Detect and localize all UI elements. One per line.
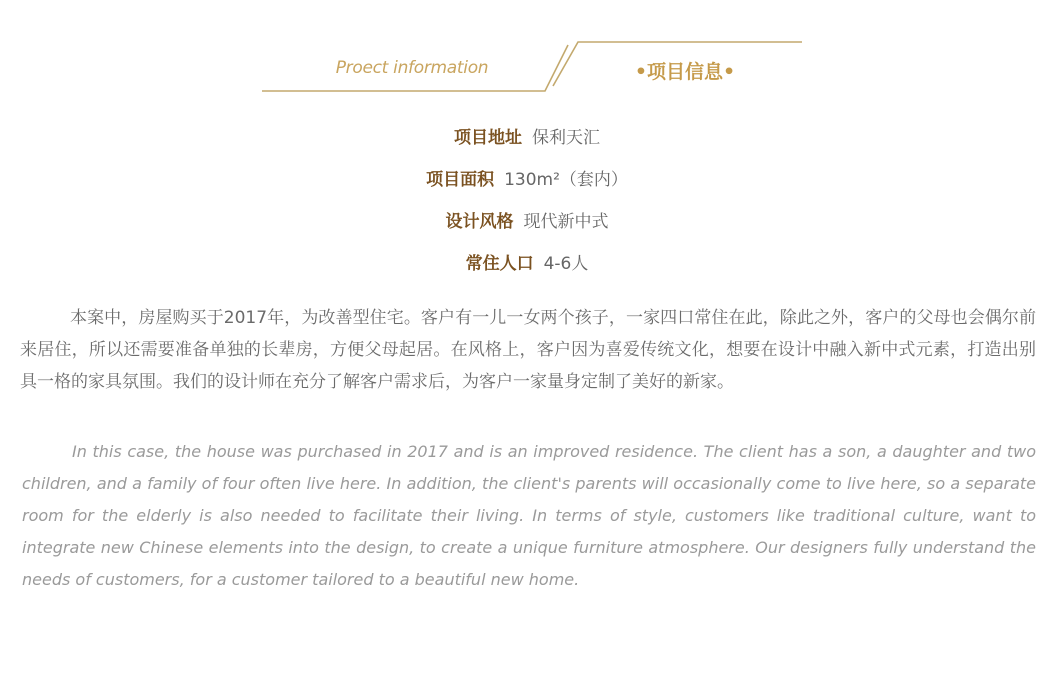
info-value: 现代新中式 xyxy=(523,212,609,232)
info-row-area xyxy=(0,166,1054,208)
project-info-list xyxy=(0,124,1054,292)
info-label: 项目地址 xyxy=(454,128,522,148)
info-row-address xyxy=(0,124,1054,166)
info-label: 设计风格 xyxy=(445,212,514,232)
info-value: 4-6人 xyxy=(543,254,589,274)
description-en: In this case, the house was purchased in 2017 and is an improved residence. The client has a son, a daughter and two children, and a family of four often live here. In addition, the client's parents will occasionally come to live here, so a separate room for the elderly is also needed to facilitate their living. In terms of style, customers like traditional culture, want to integrate new Chinese elements into the design, to create a unique furniture atmosphere. Our designers fully understand the needs of customers, for a customer tailored to a beautiful new home. xyxy=(22,442,1036,589)
info-row-style xyxy=(0,208,1054,250)
info-row-residents xyxy=(0,250,1054,292)
info-value: 保利天汇 xyxy=(532,128,600,148)
info-label: 常住人口 xyxy=(465,254,534,274)
header-title-en: Proect information xyxy=(335,58,489,78)
info-label: 项目面积 xyxy=(426,170,495,190)
info-value: 130m²（套内） xyxy=(504,170,628,190)
header-divider-graphic xyxy=(0,0,1054,100)
description-cn: 本案中，房屋购买于2017年，为改善型住宅。客户有一儿一女两个孩子，一家四口常住在此，除此之外，客户的父母也会偶尔前来居住，所以还需要准备单独的长辈房，方便父母起居。在风格上，客户因为喜爱传统文化，想要在设计中融入新中式元素，打造出别具一格的家具氛围。我们的设计师在充分了解客户需求后，为客户一家量身定制了美好的新家。 xyxy=(20,308,1036,392)
header-title-cn: •项目信息• xyxy=(634,61,736,83)
